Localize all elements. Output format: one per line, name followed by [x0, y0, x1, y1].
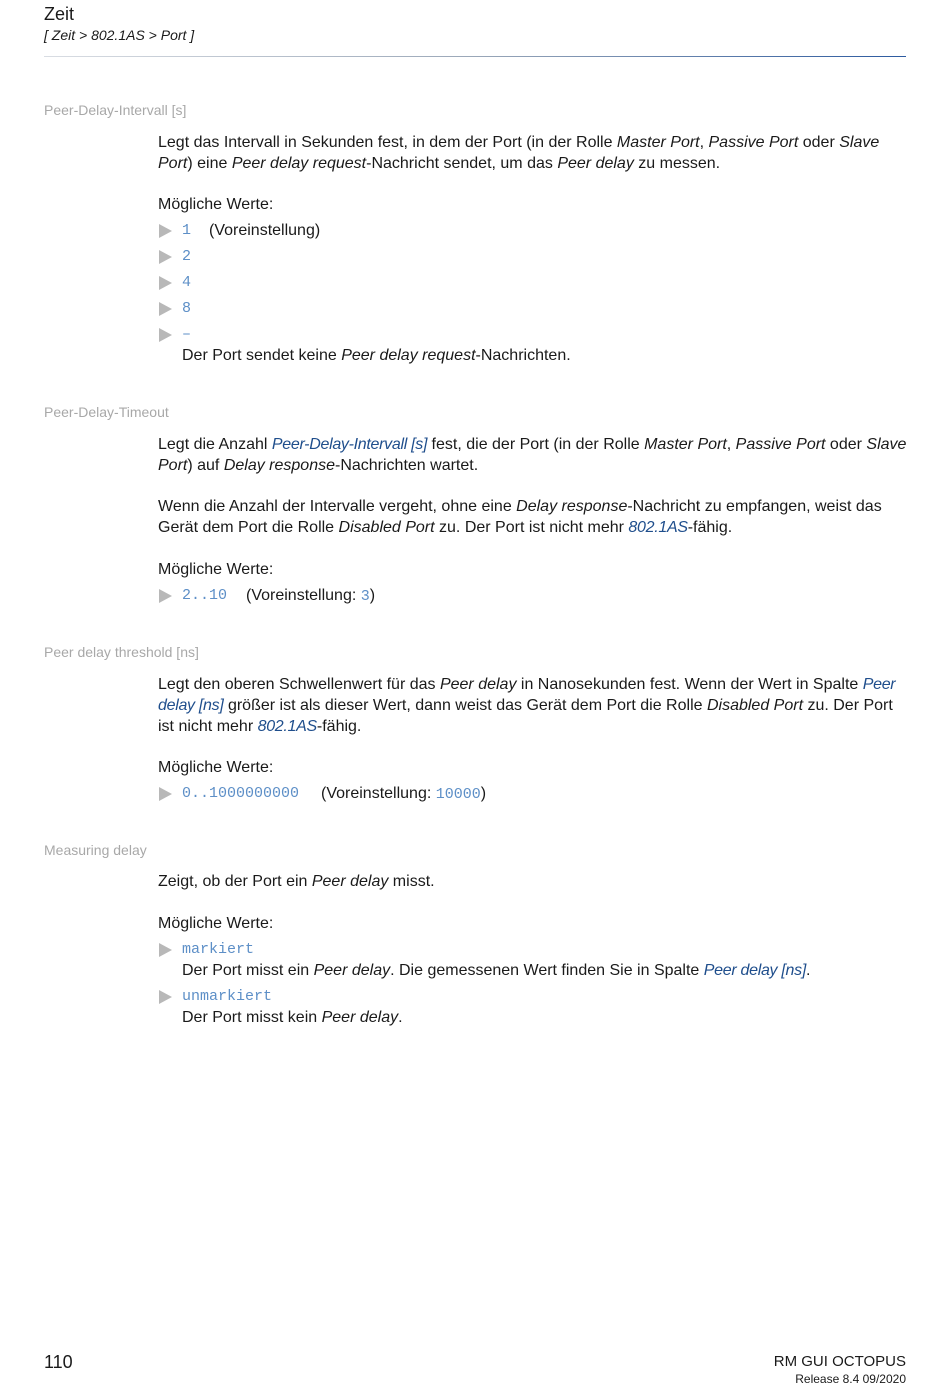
default-note: (Voreinstellung: 3): [246, 587, 376, 605]
bullet-triangle-icon: [159, 943, 172, 957]
value-description: Der Port misst ein Peer delay. Die gemessenen Wert finden Sie in Spalte Peer delay [ns].: [182, 962, 811, 979]
section-title-peer-delay-threshold: Peer delay threshold [ns]: [44, 644, 199, 660]
value-range: 0..1000000000: [182, 785, 300, 802]
value-option: 1: [182, 222, 192, 239]
header-divider: [44, 56, 906, 57]
product-name: RM GUI OCTOPUS: [773, 1353, 906, 1370]
timeout-description: Legt die Anzahl Peer-Delay-Intervall [s] fest, die der Port (in der Rolle Master Port, Passive Port oder Slave Port) auf Delay response-Nachrichten wartet.: [158, 436, 907, 474]
section-title-peer-delay-timeout: Peer-Delay-Timeout: [44, 404, 169, 420]
measuring-description: Zeigt, ob der Port ein Peer delay misst.: [158, 873, 435, 890]
section-title-peer-delay-interval: Peer-Delay-Intervall [s]: [44, 102, 187, 118]
default-note: (Voreinstellung: 10000): [321, 785, 487, 803]
bullet-triangle-icon: [159, 787, 172, 801]
value-description: Der Port sendet keine Peer delay request-Nachrichten.: [182, 347, 571, 364]
interval-description: Legt das Intervall in Sekunden fest, in dem der Port (in der Rolle Master Port, Passive Port oder Slave Port) eine Peer delay request-Nachricht sendet, um das Peer delay zu messen.: [158, 134, 880, 172]
bullet-triangle-icon: [159, 276, 172, 290]
value-option: –: [182, 326, 192, 343]
interval-values-label: Mögliche Werte:: [158, 196, 274, 213]
page-title: Zeit: [44, 4, 75, 24]
link-peer-delay-ns[interactable]: Peer delay [ns]: [703, 962, 806, 979]
link-802-1as[interactable]: 802.1AS: [628, 519, 688, 536]
value-option: 4: [182, 274, 192, 291]
page-number: 110: [44, 1352, 73, 1372]
breadcrumb: [ Zeit > 802.1AS > Port ]: [44, 27, 195, 43]
value-option: markiert: [182, 941, 255, 958]
release-info: Release 8.4 09/2020: [795, 1372, 906, 1386]
bullet-triangle-icon: [159, 328, 172, 342]
bullet-triangle-icon: [159, 589, 172, 603]
timeout-values-label: Mögliche Werte:: [158, 561, 274, 578]
timeout-description-2: Wenn die Anzahl der Intervalle vergeht, ohne eine Delay response-Nachricht zu empfangen, weist das Gerät dem Port die Rolle Disabled Port zu. Der Port ist nicht mehr 802.1AS-fähig.: [158, 498, 882, 536]
default-note: (Voreinstellung): [209, 222, 321, 239]
measuring-values-label: Mögliche Werte:: [158, 915, 274, 932]
link-802-1as[interactable]: 802.1AS: [257, 718, 317, 735]
value-description: Der Port misst kein Peer delay.: [182, 1009, 403, 1026]
value-range: 2..10: [182, 587, 228, 604]
bullet-triangle-icon: [159, 224, 172, 238]
value-option: 8: [182, 300, 192, 317]
threshold-description: Legt den oberen Schwellenwert für das Peer delay in Nanosekunden fest. Wenn der Wert in Spalte Peer delay [ns] größer ist als dieser Wert, dann weist das Gerät dem Port die Rolle Disabled Port zu. Der Port ist nicht mehr 802.1AS-fähig.: [158, 676, 896, 735]
section-title-measuring-delay: Measuring delay: [44, 842, 147, 858]
bullet-triangle-icon: [159, 990, 172, 1004]
bullet-triangle-icon: [159, 250, 172, 264]
link-peer-delay-ns[interactable]: Peer delay [ns]: [158, 676, 896, 714]
value-option: 2: [182, 248, 192, 265]
bullet-triangle-icon: [159, 302, 172, 316]
threshold-values-label: Mögliche Werte:: [158, 759, 274, 776]
value-option: unmarkiert: [182, 988, 273, 1005]
link-peer-delay-interval[interactable]: Peer-Delay-Intervall [s]: [271, 436, 428, 453]
